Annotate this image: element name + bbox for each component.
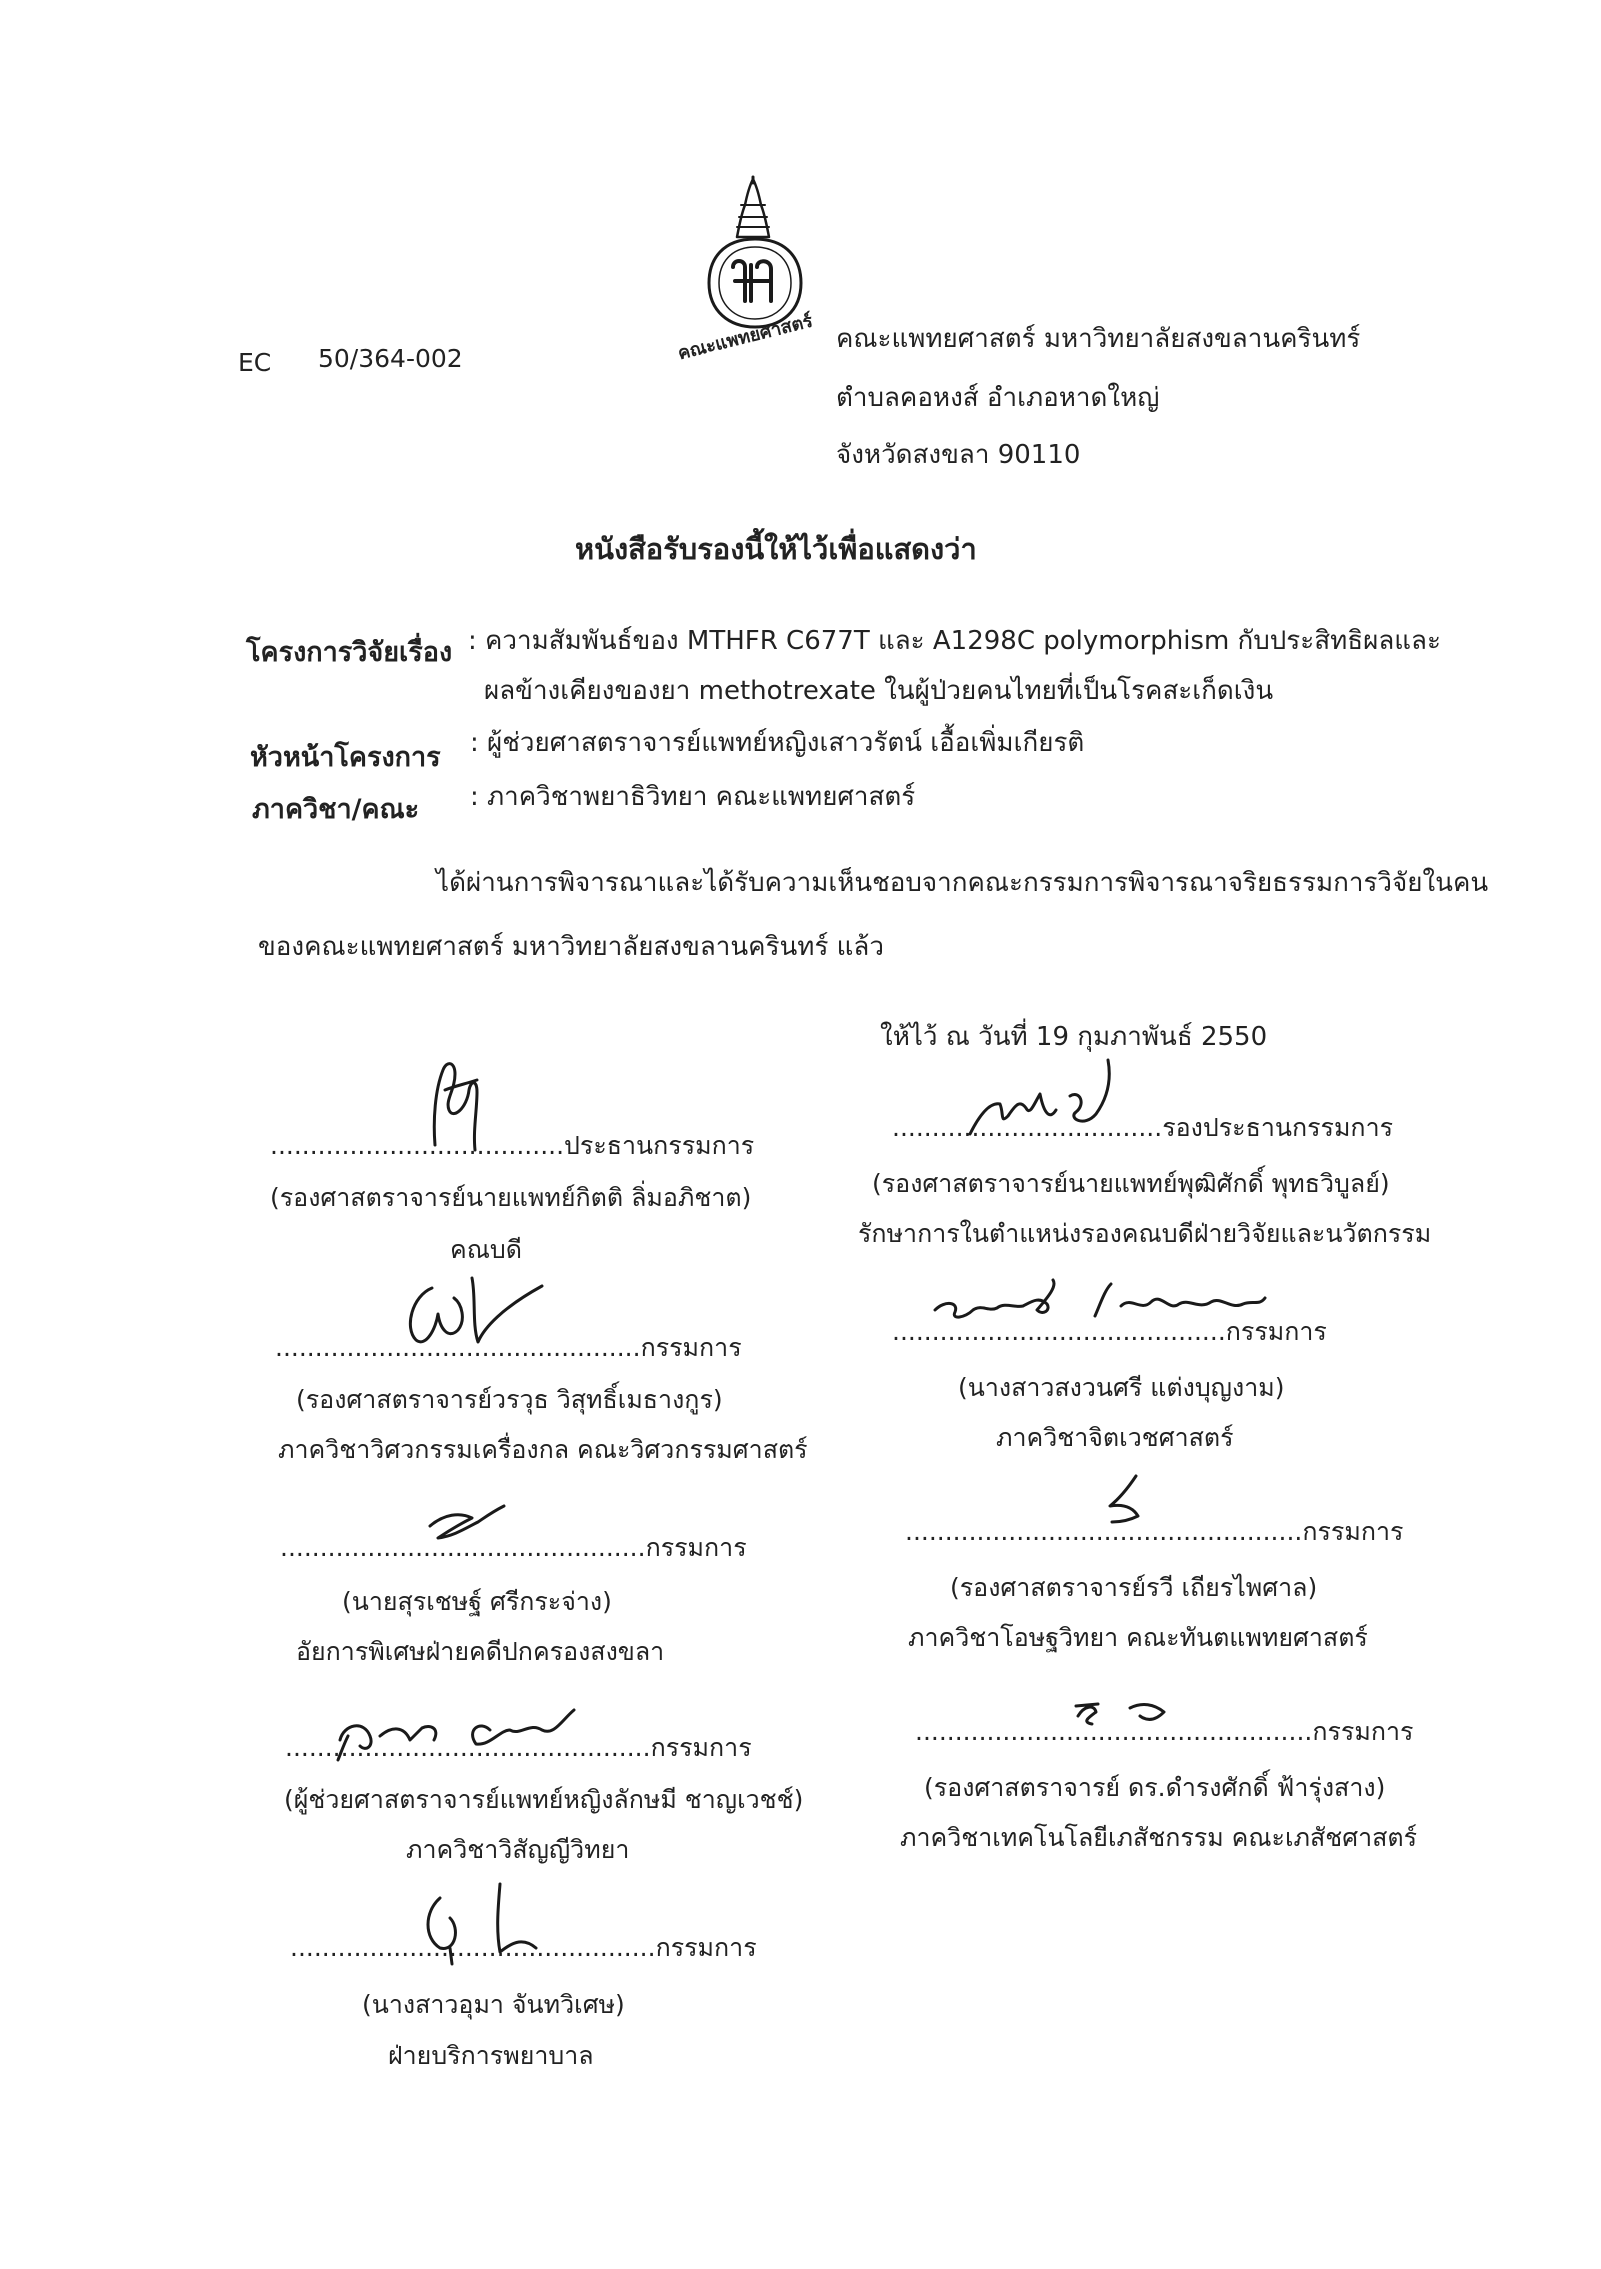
- signatory-name-member7: (นางสาวอุมา จันทวิเศษ): [362, 1990, 625, 2019]
- signature-dots: ..................................................: [915, 1717, 1313, 1746]
- signature-dots: ..................................: [892, 1113, 1163, 1142]
- signatory-role: รองประธานกรรมการ: [1162, 1113, 1394, 1142]
- signature-dots: ..............................................: [290, 1933, 656, 1962]
- signatory-position-member4: ภาควิชาโอษฐวิทยา คณะทันตแพทยศาสตร์: [908, 1623, 1368, 1652]
- seal-caption: คณะแพทยศาสตร์: [675, 310, 815, 365]
- signatory-name-member3: (นายสุรเชษฐ์ ศรีกระจ่าง): [342, 1587, 612, 1616]
- statement-line-2: ของคณะแพทยศาสตร์ มหาวิทยาลัยสงขลานครินทร์ แล้ว: [258, 932, 884, 962]
- project-title-label: โครงการวิจัยเรื่อง: [246, 637, 453, 668]
- signatory-name-vice-chair: (รองศาสตราจารย์นายแพทย์พุฒิศักดิ์ พุทธวิบูลย์): [872, 1169, 1390, 1198]
- signature-dots: .....................................: [270, 1131, 565, 1160]
- reference-number: 50/364-002: [318, 344, 463, 373]
- signature-member5: [330, 1700, 620, 1770]
- reference-prefix: EC: [238, 348, 272, 377]
- project-title-line-1: : ความสัมพันธ์ของ MTHFR C677T และ A1298C polymorphism กับประสิทธิผลและ: [468, 626, 1441, 656]
- signature-dots: ..........................................: [892, 1317, 1226, 1346]
- department-label: ภาควิชา/คณะ: [252, 794, 420, 825]
- signature-member3: [420, 1498, 530, 1548]
- signatory-role: กรรมการ: [655, 1933, 757, 1962]
- issue-date: ให้ไว้ ณ วันที่ 19 กุมภาพันธ์ 2550: [880, 1022, 1268, 1052]
- signature-dots: ..................................................: [905, 1517, 1303, 1546]
- signatory-role: กรรมการ: [645, 1533, 747, 1562]
- signature-member1: [392, 1268, 562, 1358]
- statement-line-1: ได้ผ่านการพิจารณาและได้รับความเห็นชอบจากคณะกรรมการพิจารณาจริยธรรมการวิจัยในคน: [436, 868, 1489, 898]
- signatory-role: กรรมการ: [650, 1733, 752, 1762]
- signatory-position-member7: ฝ่ายบริการพยาบาล: [388, 2041, 594, 2070]
- signatory-position-member2: ภาควิชาจิตเวชศาสตร์: [996, 1423, 1234, 1452]
- signatory-name-member6: (รองศาสตราจารย์ ดร.ดำรงศักดิ์ ฟ้ารุ่งสาง): [924, 1773, 1386, 1802]
- address-line-1: คณะแพทยศาสตร์ มหาวิทยาลัยสงขลานครินทร์: [836, 324, 1361, 354]
- signature-dots: ..............................................: [280, 1533, 646, 1562]
- signatory-name-member5: (ผู้ช่วยศาสตราจารย์แพทย์หญิงลักษมี ชาญเวชช์): [284, 1785, 804, 1814]
- signatory-role: กรรมการ: [1312, 1717, 1414, 1746]
- signature-vice-chair: [960, 1054, 1130, 1154]
- signature-chair: [415, 1050, 515, 1160]
- signatory-name-member1: (รองศาสตราจารย์วรวุธ วิสุทธิ์เมธางกูร): [296, 1385, 723, 1414]
- project-head-label: หัวหน้าโครงการ: [250, 742, 441, 773]
- signature-dots: ..............................................: [275, 1333, 641, 1362]
- signatory-name-member4: (รองศาสตราจารย์รวี เถียรไพศาล): [950, 1573, 1318, 1602]
- department-value: : ภาควิชาพยาธิวิทยา คณะแพทยศาสตร์: [470, 782, 916, 812]
- project-head-value: : ผู้ช่วยศาสตราจารย์แพทย์หญิงเสาวรัตน์ เอื้อเพิ่มเกียรติ: [470, 728, 1085, 758]
- certificate-title: หนังสือรับรองนี้ให้ไว้เพื่อแสดงว่า: [575, 532, 977, 566]
- signature-member7: [410, 1878, 550, 1968]
- signature-member6: [1068, 1690, 1188, 1730]
- signatory-role: ประธานกรรมการ: [564, 1131, 755, 1160]
- signatory-name-member2: (นางสาวสงวนศรี แต่งบุญงาม): [958, 1373, 1285, 1402]
- signatory-role: กรรมการ: [1302, 1517, 1404, 1546]
- signatory-position-member3: อัยการพิเศษฝ่ายคดีปกครองสงขลา: [296, 1637, 665, 1666]
- signatory-position-member1: ภาควิชาวิศวกรรมเครื่องกล คณะวิศวกรรมศาสตร์: [278, 1435, 808, 1464]
- signature-member4: [1098, 1472, 1158, 1532]
- signatory-name-chair: (รองศาสตราจารย์นายแพทย์กิตติ ลิ่มอภิชาต): [270, 1183, 752, 1212]
- signatory-role: กรรมการ: [1225, 1317, 1327, 1346]
- address-line-2: ตำบลคอหงส์ อำเภอหาดใหญ่: [836, 383, 1160, 413]
- signatory-position-member5: ภาควิชาวิสัญญีวิทยา: [406, 1835, 630, 1864]
- signatory-position-member6: ภาควิชาเทคโนโลยีเภสัชกรรม คณะเภสัชศาสตร์: [900, 1823, 1418, 1852]
- signature-dots: ..............................................: [285, 1733, 651, 1762]
- signatory-position-vice-chair: รักษาการในตำแหน่งรองคณบดีฝ่ายวิจัยและนวัตกรรม: [858, 1219, 1432, 1248]
- project-title-line-2: ผลข้างเคียงของยา methotrexate ในผู้ป่วยคนไทยที่เป็นโรคสะเก็ดเงิน: [484, 676, 1274, 706]
- address-line-3: จังหวัดสงขลา 90110: [836, 440, 1081, 470]
- signatory-position-chair: คณบดี: [450, 1235, 523, 1264]
- signature-member2: [925, 1276, 1325, 1336]
- signatory-role: กรรมการ: [640, 1333, 742, 1362]
